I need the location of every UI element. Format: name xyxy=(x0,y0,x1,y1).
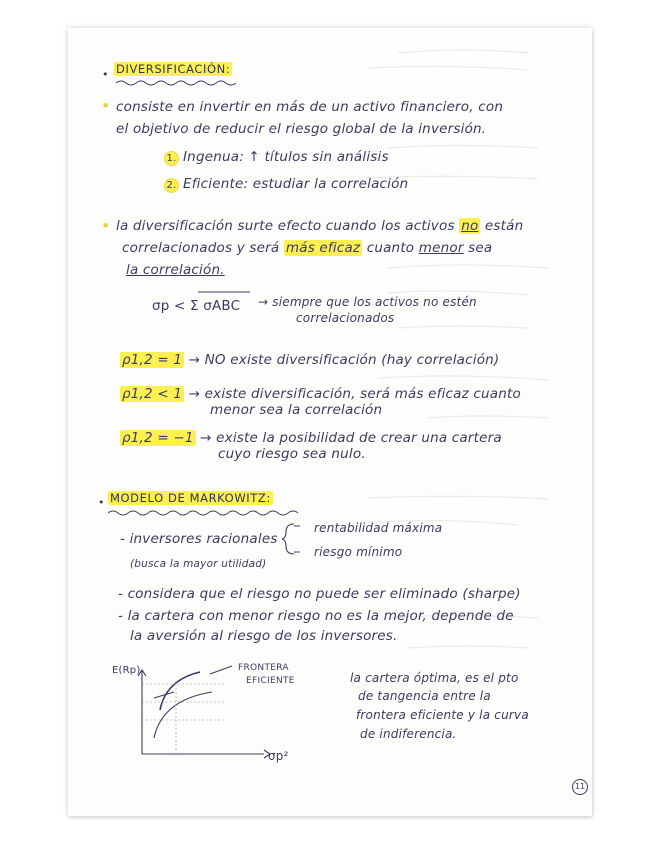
bullet: • xyxy=(102,68,109,81)
section-heading: MODELO DE MARKOWITZ: xyxy=(110,491,271,505)
bullet: • xyxy=(101,96,111,115)
text-line: consiste en invertir en más de un activo financiero, con xyxy=(116,99,504,115)
page-number: 11 xyxy=(572,779,588,795)
text-line: menor sea la correlación xyxy=(210,402,383,418)
formula-sigma: σp < Σ σABC xyxy=(152,298,241,314)
text-line: cuyo riesgo sea nulo. xyxy=(218,446,366,462)
bullet: • xyxy=(101,216,111,235)
axis-label-x: σp² xyxy=(268,749,289,763)
formula-note: → siempre que los activos no estén xyxy=(258,295,477,309)
formula-note: correlacionados xyxy=(296,311,395,325)
text-line: - inversores racionales xyxy=(120,531,278,547)
overline xyxy=(198,290,250,294)
text-line: de indiferencia. xyxy=(360,727,457,741)
text-line: correlacionados y será más eficaz cuanto menor sea xyxy=(122,240,493,256)
rho-line-2: ρ1,2 < 1 → existe diversificación, será más eficaz cuanto xyxy=(122,386,521,402)
text-line: de tangencia entre la xyxy=(358,689,491,703)
bullet: • xyxy=(98,496,105,509)
text-line: la correlación. xyxy=(126,262,225,278)
text-line: riesgo mínimo xyxy=(314,545,403,559)
list-item-eficiente: 2. Eficiente: estudiar la correlación xyxy=(164,176,408,193)
frontier-label: FRONTERA xyxy=(238,663,289,673)
text-line: la diversificación surte efecto cuando los activos no están xyxy=(116,218,524,234)
text-line: rentabilidad máxima xyxy=(314,521,443,535)
text-line: la aversión al riesgo de los inversores. xyxy=(130,628,398,644)
rho-line-3: ρ1,2 = −1 → existe la posibilidad de crear una cartera xyxy=(122,430,502,446)
rho-line-1: ρ1,2 = 1 → NO existe diversificación (hay correlación) xyxy=(122,352,500,368)
brace xyxy=(280,522,300,556)
frontier-label: EFICIENTE xyxy=(246,676,295,686)
text-line: - considera que el riesgo no puede ser eliminado (sharpe) xyxy=(118,586,521,602)
notebook-page xyxy=(68,28,592,816)
text-line: el objetivo de reducir el riesgo global de la inversión. xyxy=(116,121,487,137)
heading-squiggle-underline xyxy=(108,509,298,517)
list-item-ingenua: 1. Ingenua: ↑ títulos sin análisis xyxy=(164,149,389,166)
text-line: la cartera óptima, es el pto xyxy=(350,671,519,685)
text-line: frontera eficiente y la curva xyxy=(356,708,529,722)
text-line: (busca la mayor utilidad) xyxy=(130,558,267,570)
heading-squiggle-underline xyxy=(116,79,236,87)
section-heading: DIVERSIFICACIÓN: xyxy=(116,62,231,76)
axis-label-y: E(Rp) xyxy=(112,665,141,676)
text-line: - la cartera con menor riesgo no es la mejor, depende de xyxy=(118,608,514,624)
